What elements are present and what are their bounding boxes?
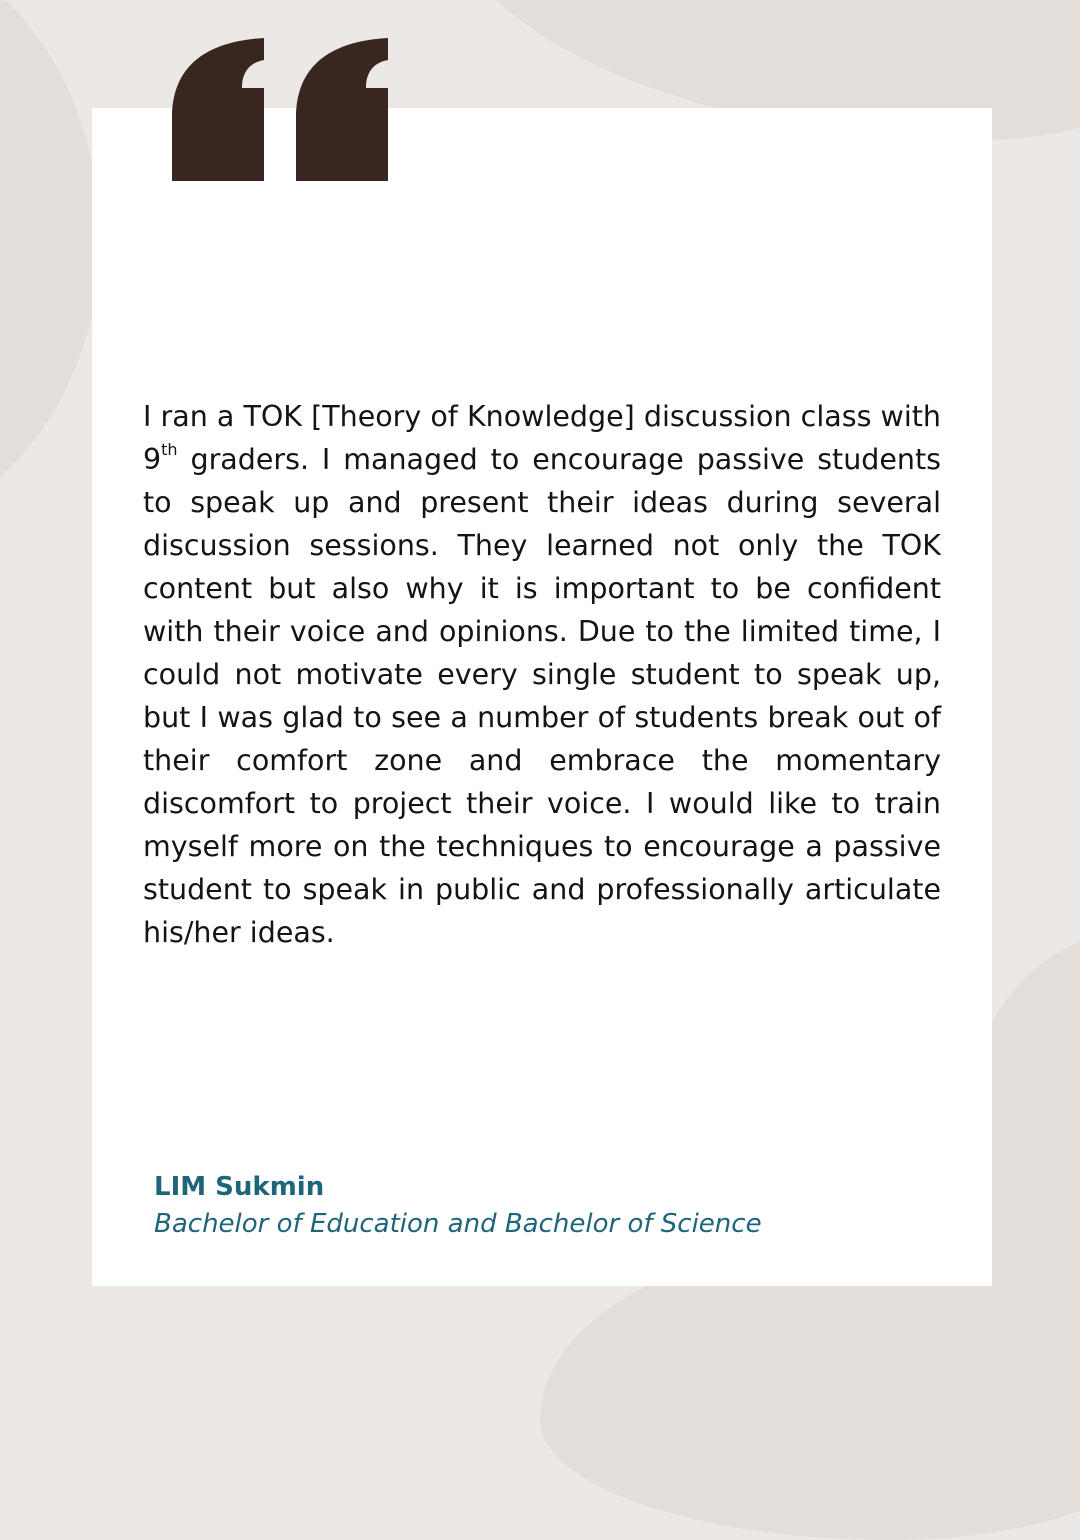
author-name: LIM Sukmin	[154, 1172, 325, 1202]
quote-mark-right	[296, 38, 388, 181]
author-degree: Bachelor of Education and Bachelor of Science	[154, 1209, 762, 1239]
quote-text-part-2: graders. I managed to encourage passive students to speak up and present their ideas during several discussion sessions. They learned not only the TOK content but also why it is important to be confident with their voice and opinions. Due to the limited time, I could not motivate every single student to speak up, but I was glad to see a number of students break out of their comfort zone and embrace the momentary discomfort to project their voice. I would like to train myself more on the techniques to encourage a passive student to speak in public and professionally articulate his/her ideas.	[143, 443, 941, 949]
testimonial-quote	[143, 395, 941, 954]
quote-mark-left	[172, 38, 264, 181]
opening-double-quote-icon	[172, 38, 388, 181]
quote-text-part-1: I ran a TOK [Theory of Knowledge] discussion class with 9	[143, 400, 941, 476]
background-blob-left	[0, 0, 100, 540]
ordinal-superscript: th	[161, 439, 178, 459]
